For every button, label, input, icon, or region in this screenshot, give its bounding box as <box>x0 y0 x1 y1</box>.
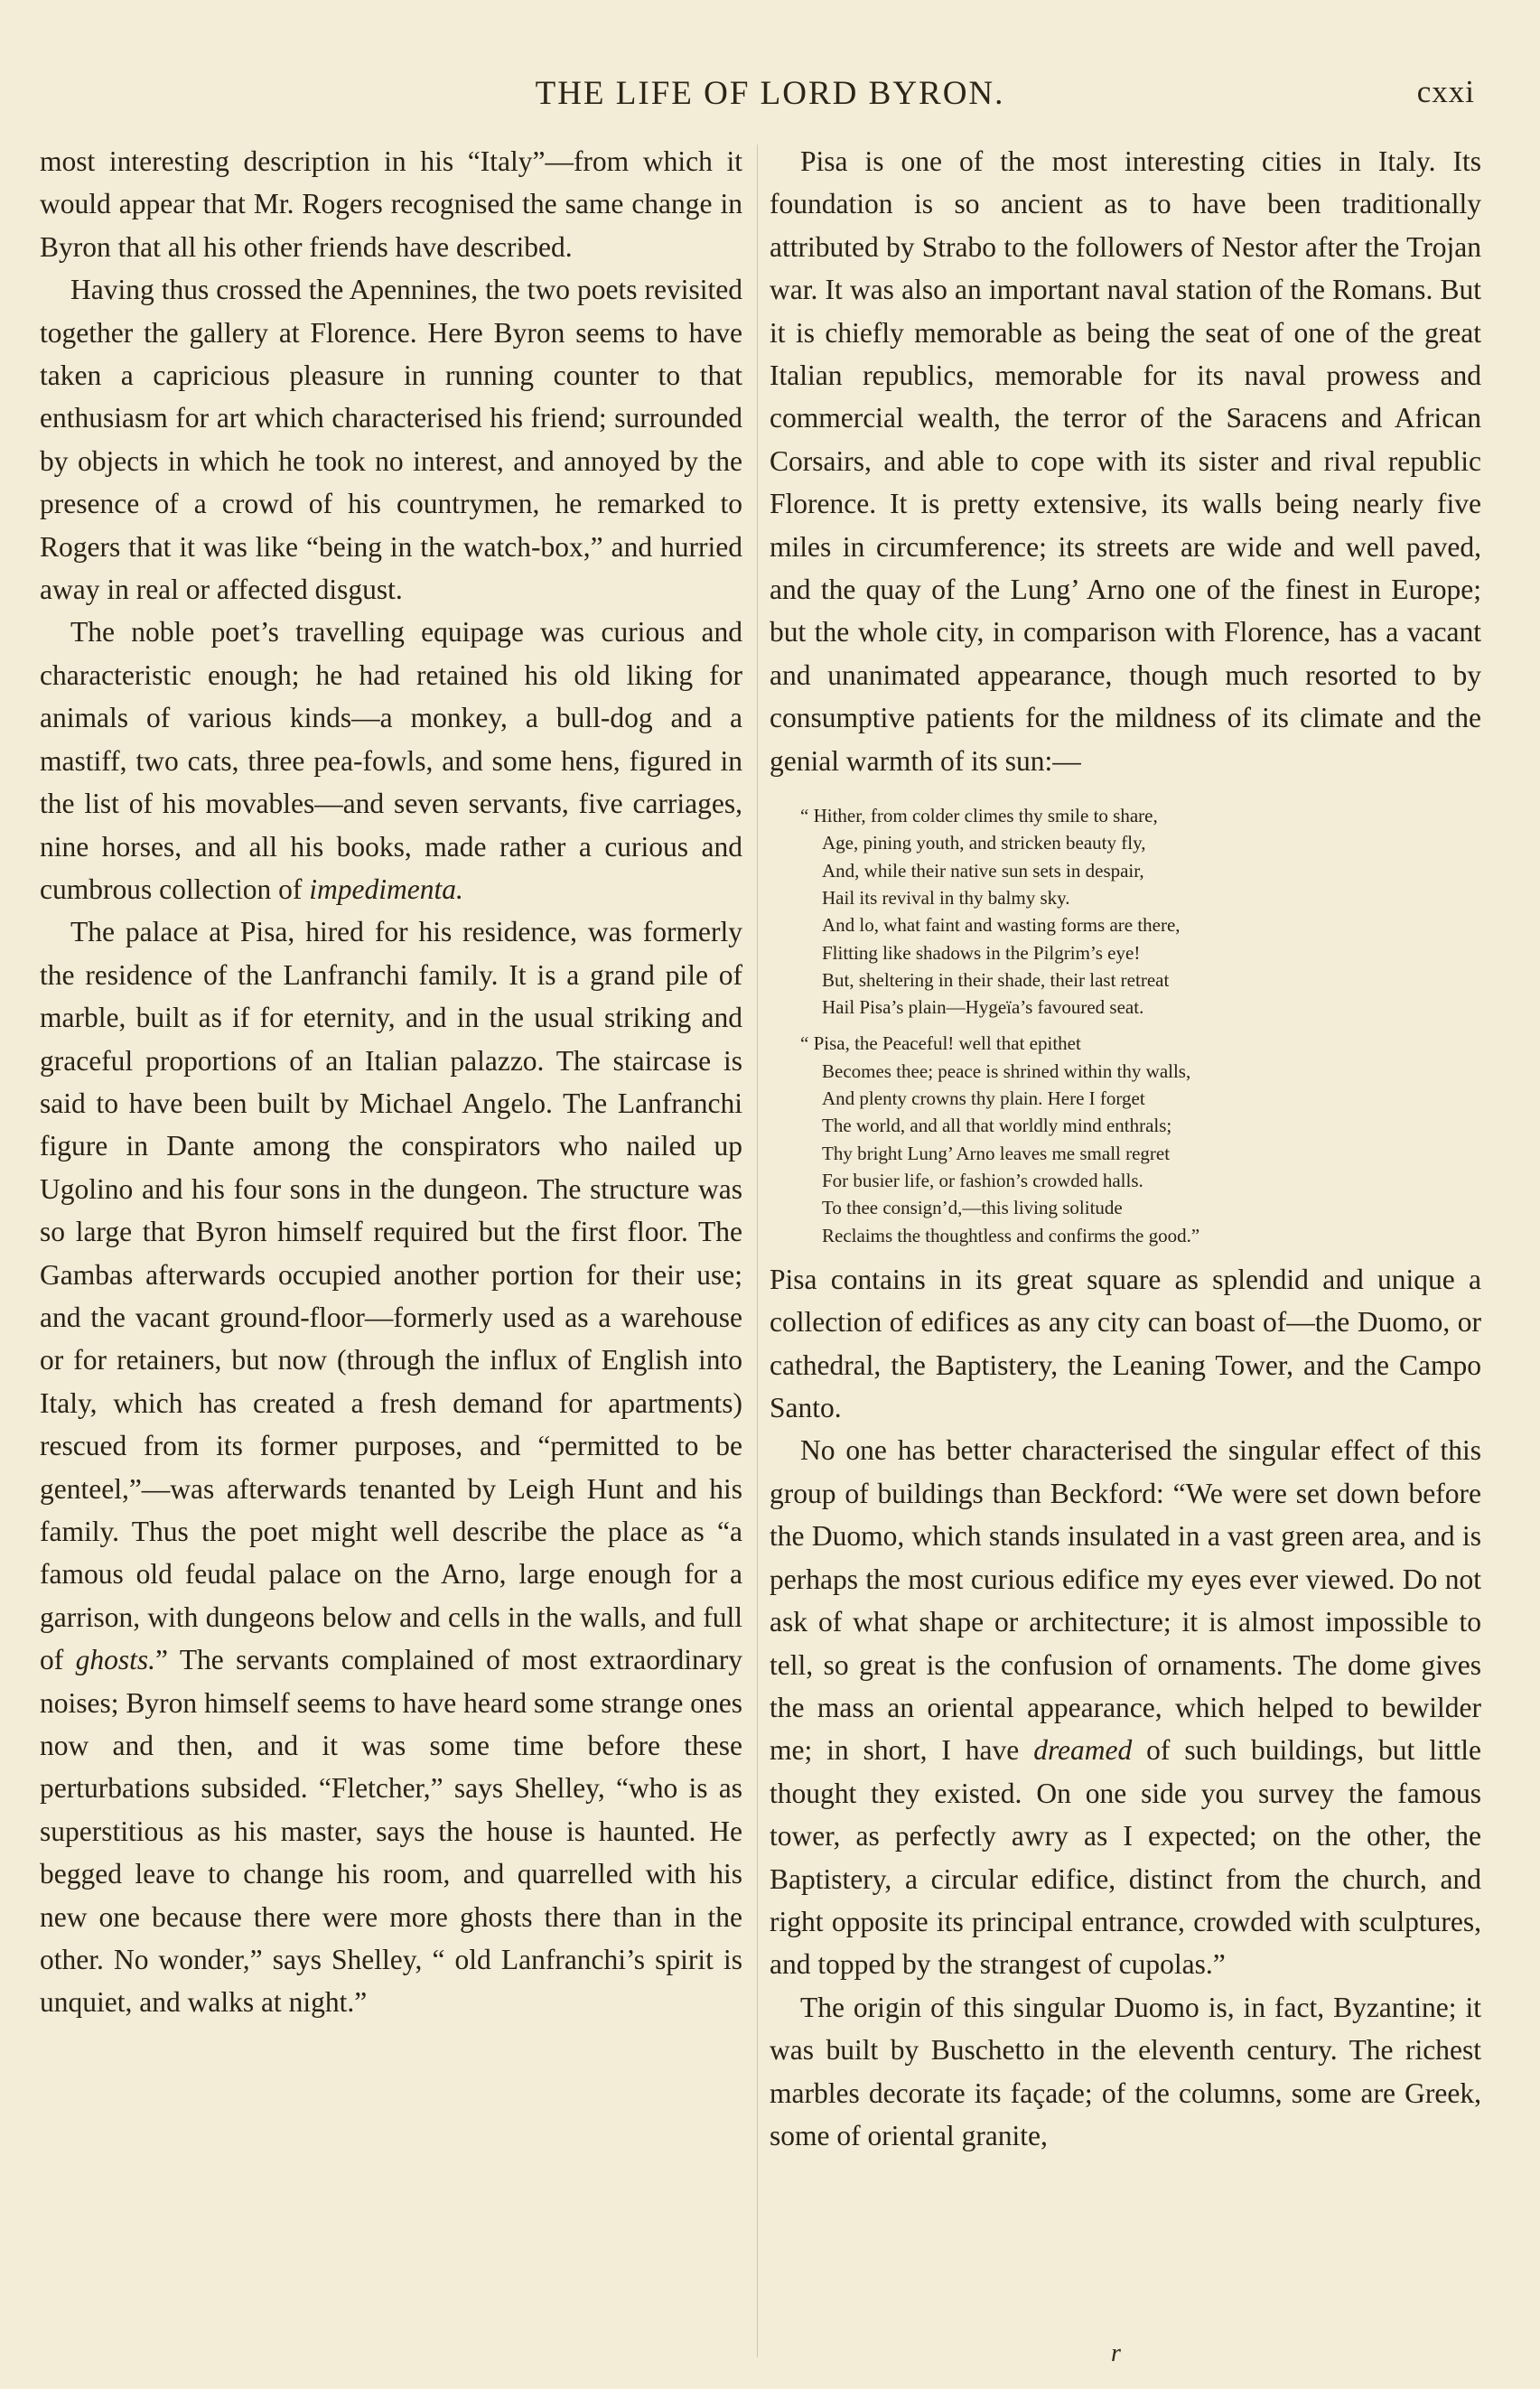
text-run: ” The servants complained of most extraordinary noises; Byron himself seems to have heard some strange ones now and then, and it was some time before these perturbations subsided. “Fletcher,” says Shelley, “who is as superstitious as his master, says the house is haunted. He begged leave to change his room, and quarrelled with his new one because there were more ghosts there than in the other. No wonder,” says Shelley, “ old Lanfranchi’s spirit is unquiet, and walks at night.” <box>40 1644 742 2019</box>
poem-line: Reclaims the thoughtless and confirms the good.” <box>822 1224 1200 1246</box>
text-run: The noble poet’s travelling equipage was curious and characteristic enough; he had retained his old liking for animals of various kinds—a monkey, a bull-dog and a mastiff, two cats, three pea-fowls, and some hens, figured in the list of his movables—and seven servants, five carriages, nine horses, and all his books, made rather a curious and cumbrous collection of <box>40 616 742 905</box>
poem-stanza <box>770 802 1481 1021</box>
paragraph <box>40 611 742 910</box>
poem-line: “ Pisa, the Peaceful! well that epithet <box>800 1032 1081 1055</box>
text-run: No one has better characterised the singular effect of this group of buildings than Beckford: “We were set down before the Duomo, which stands insulated in a vast green area, and is perhaps the most curious edifice my eyes ever viewed. Do not ask of what shape or architecture; it is almost impossible to tell, so great is the confusion of ornaments. The dome gives the mass an oriental appearance, which helped to bewilder me; in short, I have <box>770 1434 1481 1767</box>
poem-line: And lo, what faint and wasting forms are there, <box>822 914 1181 937</box>
poem-quotation <box>770 802 1481 1249</box>
left-column <box>40 140 742 2024</box>
poem-line: Flitting like shadows in the Pilgrim’s eye! <box>822 941 1141 964</box>
poem-line: To thee consign’d,—this living solitude <box>822 1197 1123 1219</box>
poem-line: For busier life, or fashion’s crowded halls. <box>822 1169 1143 1191</box>
paragraph <box>40 910 742 2024</box>
poem-line: Hail Pisa’s plain—Hygeïa’s favoured seat. <box>822 996 1144 1019</box>
italic-text: impedimenta. <box>309 873 463 905</box>
poem-line: But, sheltering in their shade, their last retreat <box>822 968 1170 991</box>
page-number: cxxi <box>1416 74 1475 109</box>
paragraph: Pisa is one of the most interesting cities in Italy. Its foundation is so ancient as to have been traditionally attributed by Strabo to the followers of Nestor after the Trojan war. It was also an important naval station of the Romans. But it is chiefly memorable as being the seat of one of the great Italian republics, memorable for its naval prowess and commercial wealth, the terror of the Saracens and African Corsairs, and able to cope with its sister and rival republic Florence. It is pretty extensive, its walls being nearly five miles in circumference; its streets are wide and well paved, and the quay of the Lung’ Arno one of the finest in Europe; but the whole city, in comparison with Florence, has a vacant and unanimated appearance, though much resorted to by consumptive patients for the mildness of its climate and the genial warmth of its sun:— <box>770 145 1481 777</box>
poem-line: The world, and all that worldly mind enthrals; <box>822 1115 1172 1137</box>
text-run: The palace at Pisa, hired for his residence, was formerly the residence of the Lanfranchi family. It is a grand pile of marble, built as if for eternity, and in the usual striking and graceful proportions of an Italian palazzo. The staircase is said to have been built by Michael Angelo. The Lanfranchi figure in Dante among the conspirators who nailed up Ugolino and his four sons in the dungeon. The structure was so large that Byron himself required but the first floor. The Gambas afterwards occupied another portion for their use; and the vacant ground-floor—formerly used as a warehouse or for retainers, but now (through the influx of English into Italy, which has created a fresh demand for apartments) rescued from its former purposes, and “permitted to be genteel,”—was afterwards tenanted by Leigh Hunt and his family. Thus the poet might well describe the place as “a famous old feudal palace on the Arno, large enough for a garrison, with dungeons below and cells in the walls, and full of <box>40 916 742 1676</box>
poem-line: Hail its revival in thy balmy sky. <box>822 886 1070 909</box>
italic-text: dreamed <box>1033 1734 1133 1767</box>
poem-line: And plenty crowns thy plain. Here I forget <box>822 1087 1145 1110</box>
poem-line: And, while their native sun sets in despair, <box>822 859 1144 882</box>
text-run: of such buildings, but little thought they existed. On one side you survey the famous tower, as perfectly awry as I expected; on the other, the Baptistery, a circular edifice, distinct from the church, and right opposite its principal entrance, crowded with sculptures, and topped by the strangest of cupolas.” <box>770 1734 1481 1981</box>
poem-line: Becomes thee; peace is shrined within thy walls, <box>822 1059 1191 1082</box>
poem-line: “ Hither, from colder climes thy smile to share, <box>800 805 1158 827</box>
poem-line: Thy bright Lung’ Arno leaves me small regret <box>822 1142 1171 1164</box>
paragraph <box>770 1429 1481 1985</box>
paragraph: Having thus crossed the Apennines, the two poets revisited together the gallery at Florence. Here Byron seems to have taken a capricious pleasure in running counter to that enthusiasm for art which characterised his friend; surrounded by objects in which he took no interest, and annoyed by the presence of a crowd of his countrymen, he remarked to Rogers that it was like “being in the watch-box,” and hurried away in real or affected disgust. <box>40 274 742 606</box>
poem-line: Age, pining youth, and stricken beauty fly, <box>822 832 1146 854</box>
running-title: THE LIFE OF LORD BYRON. <box>535 75 1005 112</box>
paragraph: Pisa contains in its great square as splendid and unique a collection of edifices as any city can boast of—the Duomo, or cathedral, the Baptistery, the Leaning Tower, and the Campo Santo. <box>770 1263 1481 1424</box>
page-header <box>0 74 1540 119</box>
signature-mark: r <box>1111 2339 1121 2367</box>
right-column <box>770 140 1481 2157</box>
paragraph: The origin of this singular Duomo is, in fact, Byzantine; it was built by Buschetto in the eleventh century. The richest marbles decorate its façade; of the columns, some are Greek, some of oriental granite, <box>770 1991 1481 2151</box>
poem-stanza <box>770 1030 1481 1248</box>
italic-text: ghosts. <box>75 1644 156 1676</box>
paragraph: most interesting description in his “Italy”—from which it would appear that Mr. Rogers recognised the same change in Byron that all his other friends have described. <box>40 145 742 263</box>
column-divider <box>757 145 758 2357</box>
